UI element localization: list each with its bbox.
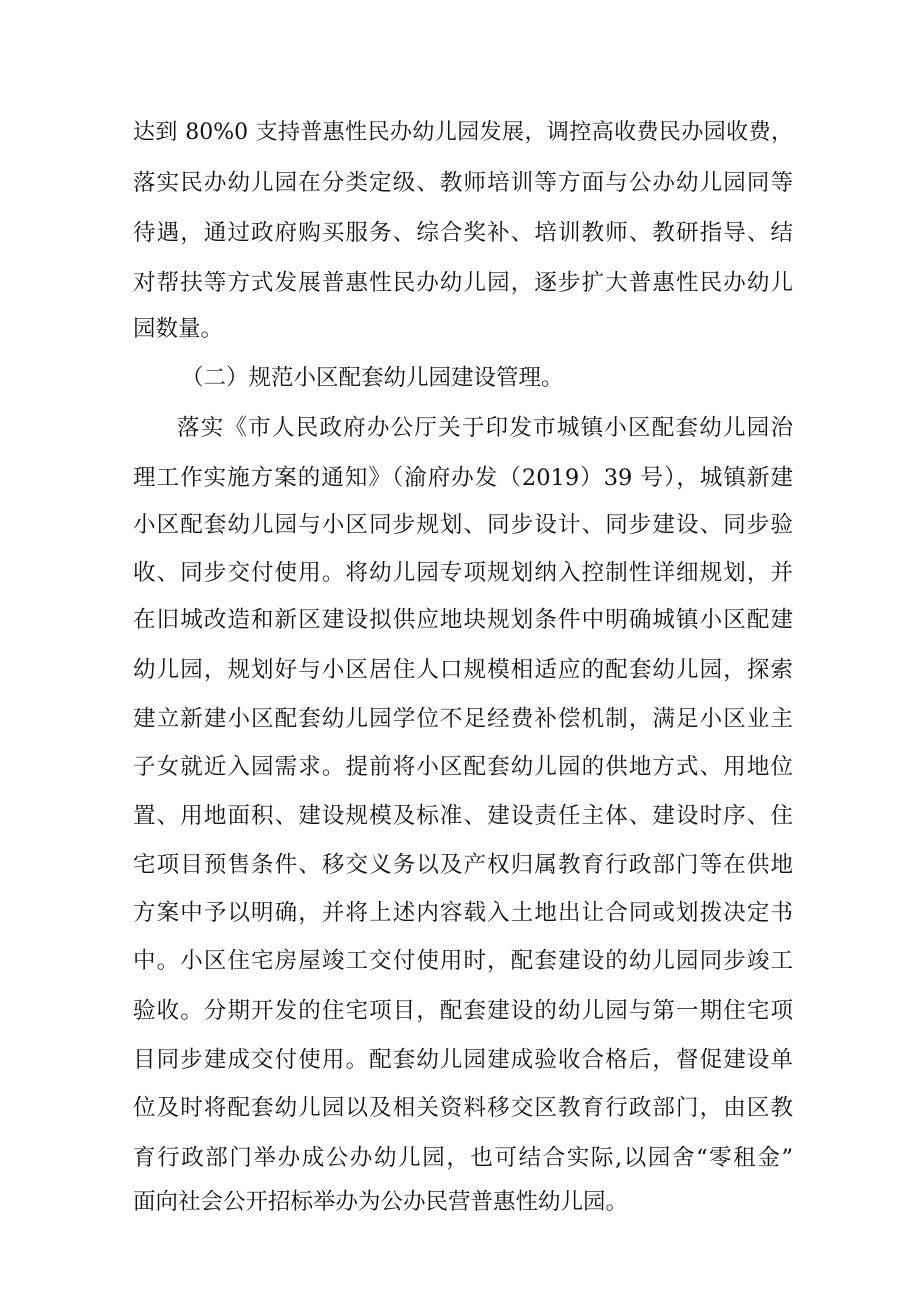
- paragraph-1-line-1: 达到 80%0 支持普惠性民办幼儿园发展，调控高收费民办园收费，: [133, 120, 793, 145]
- paragraph-1-line-2: 落实民办幼儿园在分类定级、教师培训等方面与公办幼儿园同等: [133, 170, 793, 196]
- paragraph-1-line-4: 对帮扶等方式发展普惠性民办幼儿园，逐步扩大普惠性民办幼儿: [133, 270, 793, 296]
- paragraph-2-line-1: 落实《市人民政府办公厅关于印发市城镇小区配套幼儿园治: [177, 415, 793, 441]
- paragraph-2-line-10: 宅项目预售条件、移交义务以及产权归属教育行政部门等在供地: [133, 852, 793, 878]
- paragraph-2-line-15: 位及时将配套幼儿园以及相关资料移交区教育行政部门，由区教: [133, 1095, 793, 1121]
- paragraph-2-line-5: 在旧城改造和新区建设拟供应地块规划条件中明确城镇小区配建: [133, 607, 793, 633]
- paragraph-2-line-8: 子女就近入园需求。提前将小区配套幼儿园的供地方式、用地位: [133, 754, 793, 780]
- section-heading: （二）规范小区配套幼儿园建设管理。: [181, 365, 564, 391]
- paragraph-1-line-5: 园数量。: [133, 316, 224, 342]
- paragraph-2-line-6: 幼儿园，规划好与小区居住人口规模相适应的配套幼儿园，探索: [133, 657, 793, 683]
- paragraph-1-line-3: 待遇，通过政府购买服务、综合奖补、培训教师、教研指导、结: [133, 220, 793, 246]
- paragraph-2-line-7: 建立新建小区配套幼儿园学位不足经费补偿机制，满足小区业主: [133, 706, 793, 732]
- paragraph-2-line-2: 理工作实施方案的通知》（渝府办发（2019）39 号），城镇新建: [133, 465, 793, 491]
- paragraph-2-line-3: 小区配套幼儿园与小区同步规划、同步设计、同步建设、同步验: [133, 512, 793, 538]
- paragraph-2-line-17: 面向社会公开招标举办为公办民营普惠性幼儿园。: [133, 1189, 629, 1215]
- paragraph-2-line-11: 方案中予以明确，并将上述内容载入土地出让合同或划拨决定书: [133, 900, 793, 926]
- paragraph-2-line-16: 育行政部门举办成公办幼儿园，也可结合实际,以园舍“零租金”: [133, 1145, 793, 1171]
- paragraph-2-line-14: 目同步建成交付使用。配套幼儿园建成验收合格后，督促建设单: [133, 1047, 793, 1073]
- paragraph-2-line-9: 置、用地面积、建设规模及标准、建设责任主体、建设时序、住: [133, 803, 793, 829]
- paragraph-2-line-12: 中。小区住宅房屋竣工交付使用时，配套建设的幼儿园同步竣工: [133, 948, 793, 974]
- paragraph-2-line-4: 收、同步交付使用。将幼儿园专项规划纳入控制性详细规划，并: [133, 560, 793, 586]
- paragraph-2-line-13: 验收。分期开发的住宅项目，配套建设的幼儿园与第一期住宅项: [133, 998, 793, 1024]
